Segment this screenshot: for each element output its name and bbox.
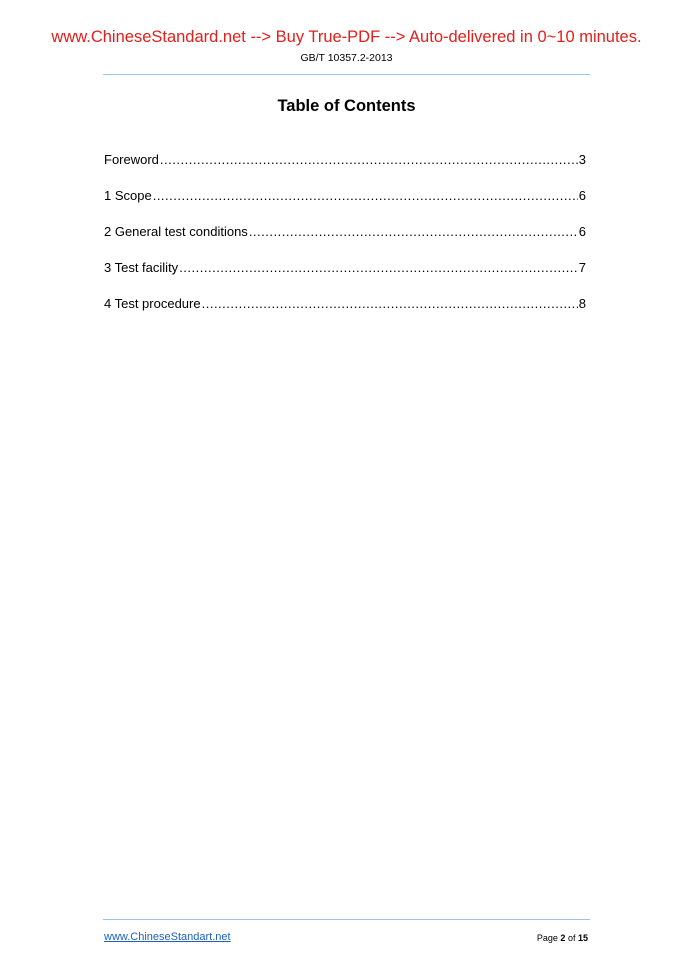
- toc-entry-test-facility[interactable]: [104, 259, 586, 295]
- page-of: of: [567, 933, 576, 943]
- dot-leader: [179, 259, 578, 277]
- footer-divider: [103, 919, 590, 920]
- dot-leader: [249, 223, 578, 241]
- toc-entry-label: 4 Test procedure: [104, 296, 201, 311]
- footer-website-link[interactable]: www.ChineseStandart.net: [104, 931, 231, 943]
- toc-entry-page: 6: [578, 188, 586, 203]
- toc-entry-foreword[interactable]: [104, 151, 586, 187]
- table-of-contents: [104, 151, 586, 331]
- toc-entry-page: 7: [578, 260, 586, 275]
- toc-entry-page: 6: [578, 224, 586, 239]
- toc-entry-page: 3: [578, 152, 586, 167]
- toc-entry-label: 2 General test conditions: [104, 224, 248, 239]
- toc-entry-page: 8: [578, 296, 586, 311]
- dot-leader: [153, 187, 578, 205]
- toc-entry-label: 1 Scope: [104, 188, 152, 203]
- toc-entry-scope[interactable]: [104, 187, 586, 223]
- toc-entry-general-test-conditions[interactable]: [104, 223, 586, 259]
- promo-banner: www.ChineseStandard.net --> Buy True-PDF --> Auto-delivered in 0~10 minutes.: [51, 28, 642, 46]
- header-divider: [103, 74, 590, 75]
- page-total: 15: [577, 933, 588, 943]
- page-current: 2: [560, 933, 566, 943]
- document-code: GB/T 10357.2-2013: [300, 52, 393, 64]
- toc-entry-label: 3 Test facility: [104, 260, 179, 275]
- toc-entry-label: Foreword: [104, 152, 159, 167]
- dot-leader: [160, 151, 578, 169]
- page-prefix: Page: [536, 933, 558, 943]
- page-number: [537, 932, 588, 944]
- toc-entry-test-procedure[interactable]: [104, 295, 586, 331]
- page-title: Table of Contents: [277, 97, 416, 115]
- dot-leader: [202, 295, 578, 313]
